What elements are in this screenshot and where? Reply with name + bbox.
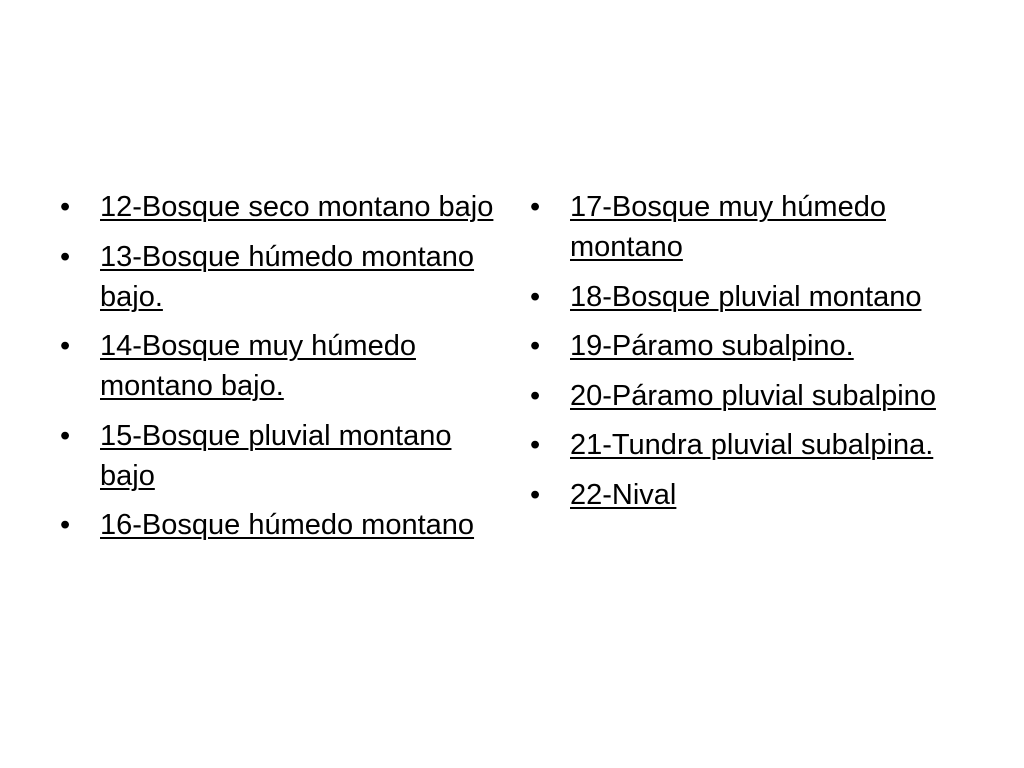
zone-link-18[interactable]: 18-Bosque pluvial montano: [570, 280, 922, 313]
left-list: [60, 187, 500, 555]
zone-link-20[interactable]: 20-Páramo pluvial subalpino: [570, 379, 936, 412]
zone-link-21[interactable]: 21-Tundra pluvial subalpina.: [570, 429, 934, 461]
zone-link-12[interactable]: 12-Bosque seco montano bajo: [100, 191, 494, 223]
list-item: [60, 187, 500, 227]
zone-link-15[interactable]: 15-Bosque pluvial montano bajo: [100, 419, 452, 492]
list-item: [60, 326, 500, 406]
list-item: [60, 505, 500, 545]
list-item: [530, 326, 970, 366]
list-item: [530, 475, 970, 515]
bullet-icon: •: [530, 191, 541, 223]
bullet-icon: •: [530, 330, 541, 362]
list-item: [60, 416, 500, 496]
list-item: [60, 237, 500, 317]
bullet-icon: •: [530, 478, 541, 511]
list-item: [530, 425, 970, 465]
zone-link-16[interactable]: 16-Bosque húmedo montano: [100, 509, 475, 541]
bullet-icon: •: [60, 191, 71, 223]
bullet-icon: •: [530, 379, 541, 412]
zone-link-13[interactable]: 13-Bosque húmedo montano bajo.: [100, 240, 475, 313]
zone-link-17[interactable]: 17-Bosque muy húmedo montano: [570, 191, 886, 263]
bullet-icon: •: [530, 429, 541, 461]
list-item: [530, 376, 970, 416]
bullet-icon: •: [60, 330, 71, 362]
list-item: [530, 187, 970, 267]
zone-link-14[interactable]: 14-Bosque muy húmedo montano bajo.: [100, 330, 416, 402]
bullet-icon: •: [60, 509, 71, 541]
right-list: [530, 187, 970, 524]
list-item: [530, 277, 970, 317]
zone-link-19[interactable]: 19-Páramo subalpino.: [570, 330, 854, 362]
bullet-icon: •: [60, 240, 71, 273]
bullet-icon: •: [60, 419, 71, 452]
zone-link-22[interactable]: 22-Nival: [570, 478, 677, 511]
bullet-icon: •: [530, 280, 541, 313]
